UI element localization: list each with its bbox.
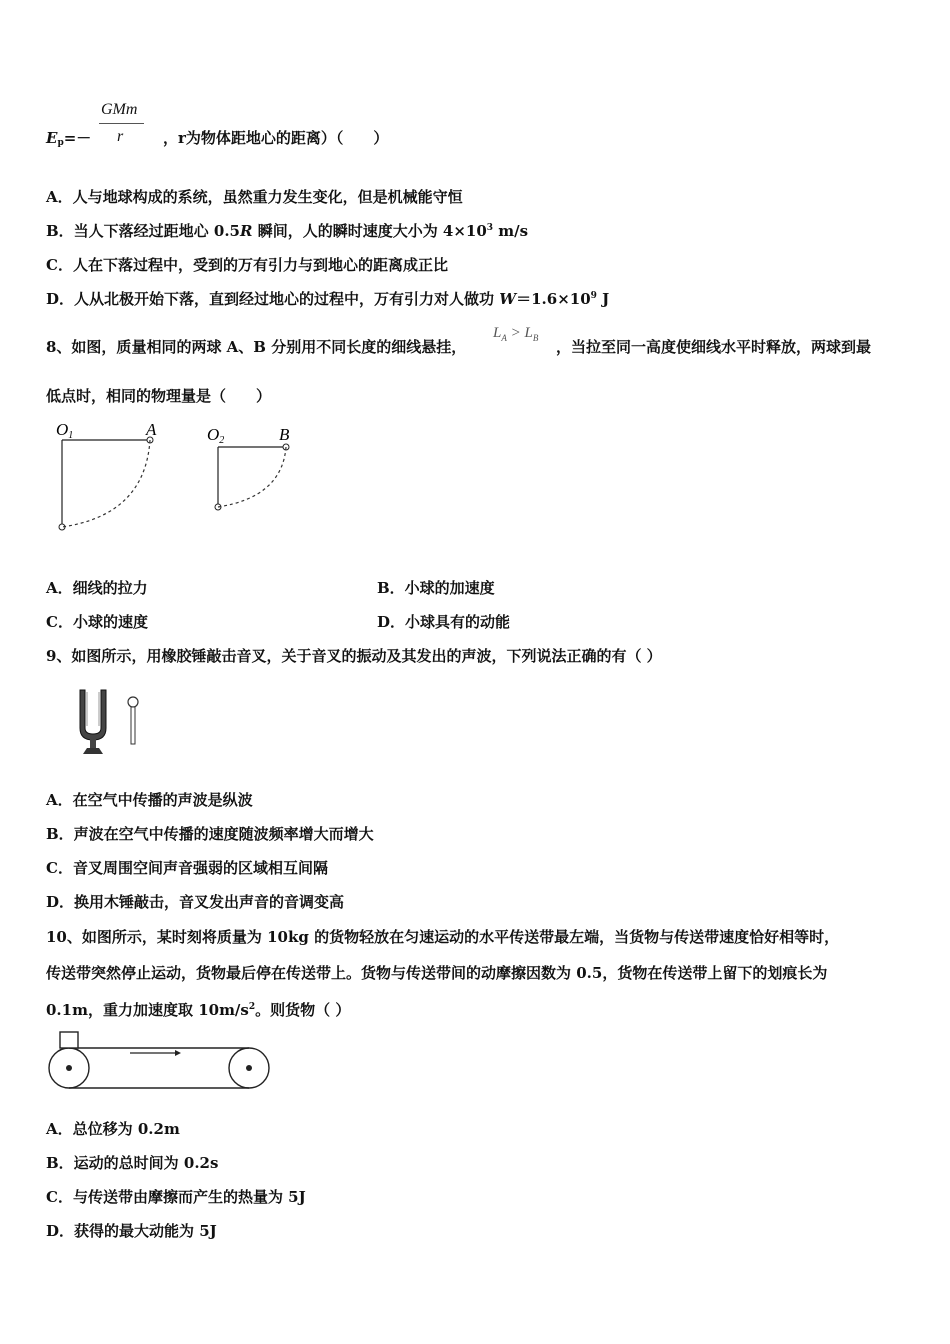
q8-option-c: C．小球的速度 <box>46 613 148 631</box>
q7-option-a: A．人与地球构成的系统，虽然重力发生变化，但是机械能守恒 <box>46 188 463 206</box>
conveyor-belt-figure <box>45 1028 275 1093</box>
fraction-bar <box>99 123 144 124</box>
q7-option-d: D．人从北极开始下落，直到经过地心的过程中，万有引力对人做功 $W=1.6\times 10^9$ J <box>46 290 610 308</box>
rubber-hammer <box>128 697 138 744</box>
pendulum-b <box>207 425 290 510</box>
q8-stem-part2: ，当拉至同一高度使细线水平时释放，两球到最 <box>556 338 872 356</box>
q9-option-d: D．换用木锤敲击，音叉发出声音的音调变高 <box>46 893 345 911</box>
q9-option-b: B．声波在空气中传播的速度随波频率增大而增大 <box>46 825 374 843</box>
q10-stem-line3: 0.1m，重力加速度取 $10m/s^2$。则货物（ ） <box>46 1001 351 1019</box>
tuning-fork-figure <box>75 688 145 758</box>
formula-line: Ep=－ <box>46 129 92 148</box>
q10-option-b: B．运动的总时间为 0.2s <box>46 1154 219 1172</box>
label-o2: O2 <box>207 425 225 446</box>
cargo-box <box>60 1032 78 1048</box>
formula-numerator: GMm <box>101 101 138 118</box>
q10-option-c: C．与传送带由摩擦而产生的热量为 5J <box>46 1188 306 1206</box>
tuning-fork <box>80 690 106 754</box>
q8-stem-part1: 8、如图，质量相同的两球 A、B 分别用不同长度的细线悬挂， <box>46 338 467 356</box>
q10-option-d: D．获得的最大动能为 5J <box>46 1222 217 1240</box>
q8-relation: $L_A > L_B$ <box>493 325 539 343</box>
q8-option-a: A．细线的拉力 <box>46 579 148 597</box>
label-o1: O1 <box>56 420 74 441</box>
q10-stem-line2: 传送带突然停止运动，货物最后停在传送带上。货物与传送带间的动摩擦因数为 0.5，货物在传送带上留下的划痕长为 <box>46 964 828 982</box>
formula-suffix: ，r为物体距地心的距离）（ ） <box>163 129 389 147</box>
q7-option-c: C．人在下落过程中，受到的万有引力与到地心的距离成正比 <box>46 256 448 274</box>
q9-option-a: A．在空气中传播的声波是纵波 <box>46 791 253 809</box>
pendulum-figure <box>50 415 310 540</box>
q9-option-c: C．音叉周围空间声音强弱的区域相互间隔 <box>46 859 328 877</box>
label-b: B <box>279 425 290 444</box>
q8-option-d: D．小球具有的动能 <box>377 613 511 631</box>
pendulum-a <box>56 420 157 530</box>
q8-option-b: B．小球的加速度 <box>377 579 495 597</box>
q7-option-b: B．当人下落经过距地心 0.5R 瞬间，人的瞬时速度大小为 $4\times 10^3$ m/s <box>46 222 529 240</box>
q10-stem-line1: 10、如图所示，某时刻将质量为 10kg 的货物轻放在匀速运动的水平传送带最左端，当货物与传送带速度恰好相等时， <box>46 928 840 946</box>
q9-stem: 9、如图所示，用橡胶锤敲击音叉，关于音叉的振动及其发出的声波，下列说法正确的有（ ） <box>46 647 662 665</box>
q8-stem-line2: 低点时，相同的物理量是（ ） <box>46 387 272 405</box>
formula-denominator: r <box>117 128 124 145</box>
conveyor-belt <box>49 1048 269 1088</box>
belt-direction-arrow-icon <box>130 1050 181 1056</box>
q10-option-a: A．总位移为 0.2m <box>46 1120 180 1138</box>
label-a: A <box>146 420 157 439</box>
